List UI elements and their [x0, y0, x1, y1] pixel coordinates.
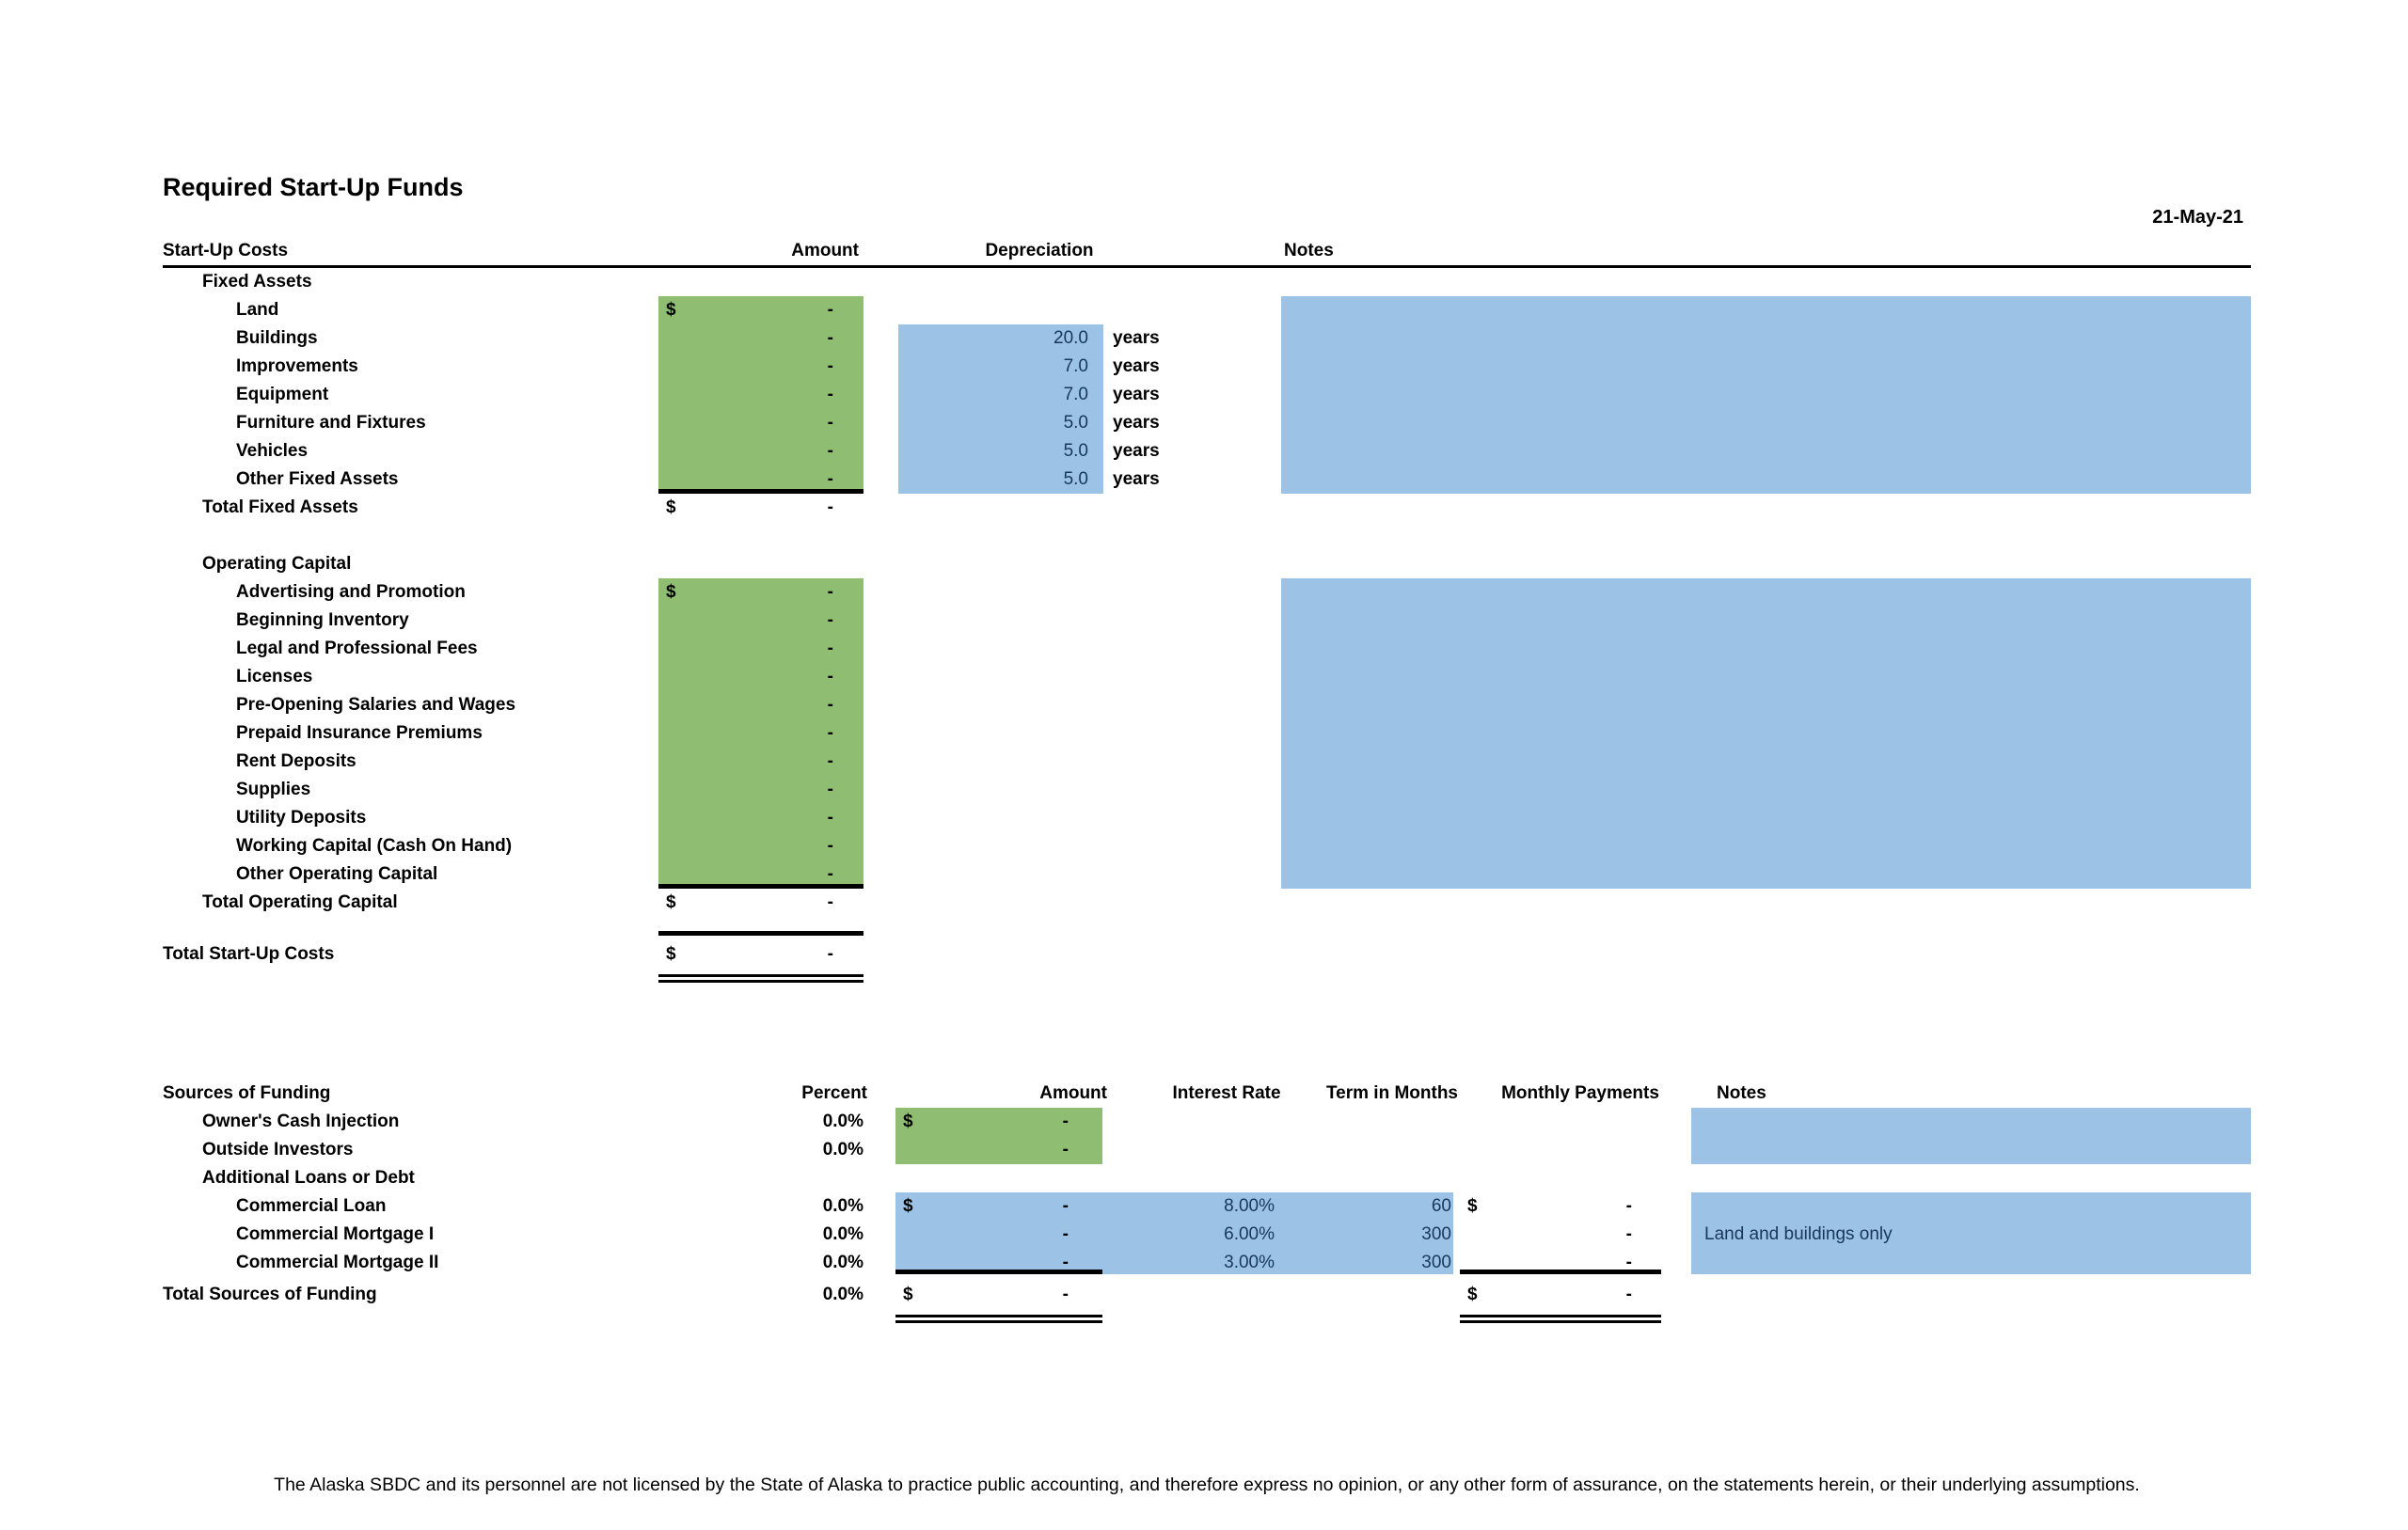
- row-label: Beginning Inventory: [236, 610, 409, 630]
- total-monthly-payment: -: [1625, 1285, 1632, 1304]
- monthly-payment-cell: -: [1625, 1196, 1632, 1216]
- row-label: Licenses: [236, 667, 313, 686]
- years-label: years: [1113, 413, 1160, 433]
- term-cell[interactable]: 300: [1421, 1253, 1451, 1272]
- currency-symbol: $: [903, 1196, 913, 1216]
- total-amount: -: [827, 497, 833, 517]
- table-row-prepaid-insurance: [0, 719, 2408, 748]
- currency-symbol: $: [666, 892, 676, 912]
- amount-cell[interactable]: -: [827, 864, 833, 884]
- table-row-owners-cash-injection: [0, 1108, 2408, 1136]
- depreciation-cell[interactable]: 7.0: [1063, 356, 1088, 376]
- depreciation-cell[interactable]: 20.0: [1054, 328, 1088, 348]
- row-label: Utility Deposits: [236, 808, 367, 828]
- table-row-advertising: [0, 578, 2408, 607]
- total-sources-of-funding-row: [0, 1281, 2408, 1309]
- interest-rate-cell[interactable]: 6.00%: [1224, 1224, 1275, 1244]
- percent-cell: 0.0%: [822, 1196, 863, 1216]
- row-label: Prepaid Insurance Premiums: [236, 723, 483, 743]
- amount-cell[interactable]: -: [827, 751, 833, 771]
- row-label: Legal and Professional Fees: [236, 639, 478, 658]
- amount-cell[interactable]: -: [1062, 1253, 1069, 1272]
- percent-cell: 0.0%: [822, 1224, 863, 1244]
- table-row-outside-investors: [0, 1136, 2408, 1164]
- total-operating-capital-row: [0, 889, 2408, 917]
- amount-cell[interactable]: -: [827, 469, 833, 489]
- amount-cell[interactable]: -: [827, 356, 833, 376]
- monthly-payments-header: Monthly Payments: [1501, 1083, 1659, 1103]
- amount-cell[interactable]: -: [827, 385, 833, 404]
- currency-symbol: $: [666, 582, 676, 602]
- currency-symbol: $: [903, 1112, 913, 1131]
- total-percent: 0.0%: [822, 1285, 863, 1304]
- row-label: Equipment: [236, 385, 329, 404]
- startup-costs-header: Start-Up Costs: [163, 241, 289, 260]
- percent-cell: 0.0%: [822, 1112, 863, 1131]
- total-label: Total Fixed Assets: [202, 497, 358, 517]
- table-row-supplies: [0, 776, 2408, 804]
- sources-of-funding-header: Sources of Funding: [163, 1083, 331, 1103]
- funding-total-amount-double-underline: [895, 1315, 1102, 1323]
- depreciation-cell[interactable]: 5.0: [1063, 413, 1088, 433]
- depreciation-cell[interactable]: 5.0: [1063, 469, 1088, 489]
- row-label: Working Capital (Cash On Hand): [236, 836, 513, 856]
- table-row-other-fixed-assets: [0, 465, 2408, 494]
- amount-cell[interactable]: -: [827, 441, 833, 461]
- term-cell[interactable]: 60: [1431, 1196, 1451, 1216]
- amount-header: Amount: [791, 241, 859, 260]
- amount-cell[interactable]: -: [827, 808, 833, 828]
- currency-symbol: $: [666, 944, 676, 964]
- monthly-payment-cell: -: [1625, 1253, 1632, 1272]
- years-label: years: [1113, 328, 1160, 348]
- row-label: Improvements: [236, 356, 358, 376]
- grand-total-double-underline: [658, 974, 863, 983]
- amount-header: Amount: [1039, 1083, 1107, 1103]
- disclaimer-text: The Alaska SBDC and its personnel are not licensed by the State of Alaska to practice public accounting, and therefore express no opinion, or any other form of assurance, on the statements herein, or their underlying assumptions.: [274, 1475, 2140, 1495]
- table-row-commercial-loan: [0, 1192, 2408, 1221]
- additional-loans-section-row: [0, 1164, 2408, 1192]
- currency-symbol: $: [666, 497, 676, 517]
- grand-total-amount: -: [827, 944, 833, 964]
- table-row-licenses: [0, 663, 2408, 691]
- table-row-legal-fees: [0, 635, 2408, 663]
- depreciation-header: Depreciation: [985, 241, 1094, 260]
- row-label: Outside Investors: [202, 1140, 354, 1159]
- table-row-working-capital: [0, 832, 2408, 860]
- row-label: Owner's Cash Injection: [202, 1112, 400, 1131]
- years-label: years: [1113, 385, 1160, 404]
- table-row-equipment: [0, 381, 2408, 409]
- fixed-assets-section-label: Fixed Assets: [202, 272, 312, 292]
- monthly-payment-cell: -: [1625, 1224, 1632, 1244]
- years-label: years: [1113, 441, 1160, 461]
- amount-cell[interactable]: -: [827, 695, 833, 715]
- amount-cell[interactable]: -: [1062, 1224, 1069, 1244]
- amount-cell[interactable]: -: [1062, 1196, 1069, 1216]
- table-row-rent-deposits: [0, 748, 2408, 776]
- amount-cell[interactable]: -: [827, 413, 833, 433]
- amount-cell[interactable]: -: [827, 723, 833, 743]
- row-label: Vehicles: [236, 441, 309, 461]
- currency-symbol: $: [1467, 1285, 1478, 1304]
- notes-header: Notes: [1284, 241, 1334, 260]
- amount-cell[interactable]: -: [827, 667, 833, 686]
- years-label: years: [1113, 356, 1160, 376]
- currency-symbol: $: [666, 300, 676, 320]
- table-row-buildings: [0, 324, 2408, 353]
- fixed-assets-section-row: [0, 268, 2408, 296]
- amount-cell[interactable]: -: [827, 610, 833, 630]
- grand-total-top-rule: [658, 931, 863, 936]
- table-row-improvements: [0, 353, 2408, 381]
- row-label: Rent Deposits: [236, 751, 356, 771]
- interest-rate-cell[interactable]: 3.00%: [1224, 1253, 1275, 1272]
- amount-cell[interactable]: -: [827, 780, 833, 799]
- row-label: Supplies: [236, 780, 311, 799]
- percent-header: Percent: [801, 1083, 867, 1103]
- total-amount: -: [827, 892, 833, 912]
- term-in-months-header: Term in Months: [1325, 1083, 1459, 1103]
- grand-total-label: Total Start-Up Costs: [163, 944, 335, 964]
- amount-cell[interactable]: -: [827, 328, 833, 348]
- table-row-other-operating-capital: [0, 860, 2408, 889]
- startup-header-row: [0, 237, 2408, 265]
- row-label: Land: [236, 300, 279, 320]
- depreciation-cell[interactable]: 5.0: [1063, 441, 1088, 461]
- table-row-vehicles: [0, 437, 2408, 465]
- total-label: Total Operating Capital: [202, 892, 398, 912]
- table-row-beginning-inventory: [0, 607, 2408, 635]
- amount-cell[interactable]: -: [1062, 1112, 1069, 1131]
- notes-header: Notes: [1717, 1083, 1766, 1103]
- percent-cell: 0.0%: [822, 1253, 863, 1272]
- amount-cell[interactable]: -: [1062, 1140, 1069, 1159]
- operating-capital-section-row: [0, 550, 2408, 578]
- years-label: years: [1113, 469, 1160, 489]
- interest-rate-cell[interactable]: 8.00%: [1224, 1196, 1275, 1216]
- table-row-land: [0, 296, 2408, 324]
- table-row-furniture-fixtures: [0, 409, 2408, 437]
- row-label: Furniture and Fixtures: [236, 413, 426, 433]
- total-fixed-assets-row: [0, 494, 2408, 522]
- currency-symbol: $: [903, 1285, 913, 1304]
- row-label: Advertising and Promotion: [236, 582, 466, 602]
- row-label: Commercial Loan: [236, 1196, 387, 1216]
- table-row-commercial-mortgage-1: [0, 1221, 2408, 1249]
- amount-cell[interactable]: -: [827, 300, 833, 320]
- additional-loans-section-label: Additional Loans or Debt: [202, 1168, 415, 1188]
- row-label: Other Fixed Assets: [236, 469, 399, 489]
- row-label: Commercial Mortgage II: [236, 1253, 439, 1272]
- report-date: 21-May-21: [2152, 207, 2243, 228]
- row-label: Commercial Mortgage I: [236, 1224, 435, 1244]
- loan-note-cell[interactable]: Land and buildings only: [1704, 1224, 1893, 1244]
- total-label: Total Sources of Funding: [163, 1285, 377, 1304]
- funding-total-monthly-double-underline: [1460, 1315, 1661, 1323]
- row-label: Pre-Opening Salaries and Wages: [236, 695, 516, 715]
- page-title: Required Start-Up Funds: [163, 173, 464, 201]
- amount-cell[interactable]: -: [827, 639, 833, 658]
- term-cell[interactable]: 300: [1421, 1224, 1451, 1244]
- table-row-commercial-mortgage-2: [0, 1249, 2408, 1277]
- funding-header-row: [0, 1080, 2408, 1108]
- amount-cell[interactable]: -: [827, 836, 833, 856]
- total-startup-costs-row: [0, 940, 2408, 969]
- operating-capital-section-label: Operating Capital: [202, 554, 352, 574]
- row-label: Other Operating Capital: [236, 864, 438, 884]
- table-row-utility-deposits: [0, 804, 2408, 832]
- percent-cell: 0.0%: [822, 1140, 863, 1159]
- row-label: Buildings: [236, 328, 318, 348]
- total-amount: -: [1062, 1285, 1069, 1304]
- depreciation-cell[interactable]: 7.0: [1063, 385, 1088, 404]
- table-row-preopening-salaries: [0, 691, 2408, 719]
- currency-symbol: $: [1467, 1196, 1478, 1216]
- interest-rate-header: Interest Rate: [1172, 1083, 1281, 1103]
- amount-cell[interactable]: -: [827, 582, 833, 602]
